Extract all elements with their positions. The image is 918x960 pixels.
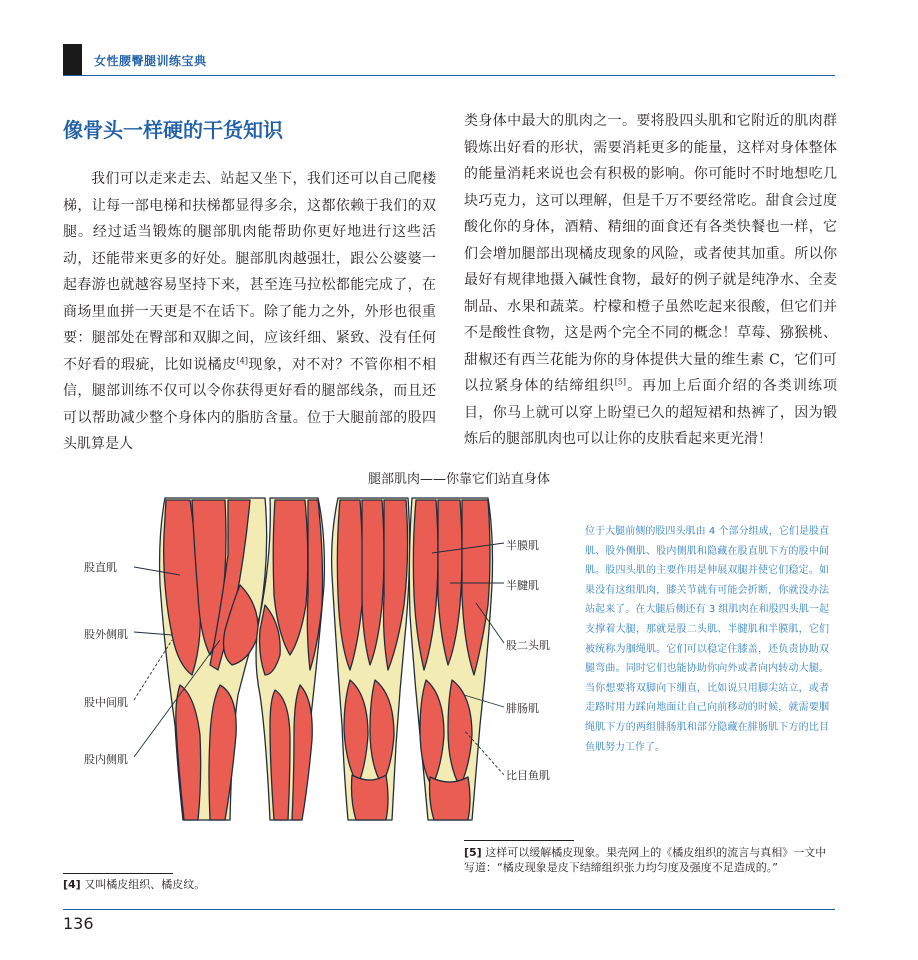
front-right-vastus-lateralis xyxy=(307,500,322,670)
label-semimembranosus: 半膜肌 xyxy=(506,539,539,552)
footnote-4-text: 又叫橘皮组织、橘皮纹。 xyxy=(84,878,206,891)
body-text-right-a: 类身体中最大的肌肉之一。要将股四头肌和它附近的肌肉群锻炼出好看的形状，需要消耗更多的能量，这样对身体整体的能量消耗来说也会有积极的影响。你可能时不时地想吃几块巧克力，这可以理解，但是千万不要经常吃。甜食会过度酸化你的身体，酒精、精细的面食还有各类快餐也一样，它们会增加腿部出现橘皮现象的风险，或者使其加重。所以你最好有规律地摄入碱性食物，最好的例子就是纯净水、全麦制品、水果和蔬菜。柠檬和橙子虽然吃起来很酸，但它们并不是酸性食物，这是两个完全不同的概念！草莓、猕猴桃、甜椒还有西兰花能为你的身体提供大量的维生素 C，它们可以拉紧身体的结缔组织 xyxy=(464,113,837,394)
body-text-right-column xyxy=(464,108,837,453)
label-vastus-intermedius: 股中间肌 xyxy=(84,696,128,709)
label-biceps-femoris: 股二头肌 xyxy=(506,639,550,652)
header-rule xyxy=(63,75,835,76)
label-semitendinosus: 半腱肌 xyxy=(506,579,539,592)
header-black-tab xyxy=(63,44,82,76)
front-left-calf-inner xyxy=(209,685,236,820)
body-paragraph-left xyxy=(63,166,436,458)
label-soleus: 比目鱼肌 xyxy=(506,769,550,782)
footnote-4 xyxy=(63,877,423,892)
label-rectus-femoris: 股直肌 xyxy=(84,561,117,574)
running-header-title: 女性腰臀腿训练宝典 xyxy=(94,54,207,68)
footnote-5-text: 这样可以缓解橘皮现象。果壳网上的《橘皮组织的流言与真相》一文中写道：“橘皮现象是皮下结缔组织张力均匀度及强度不足造成的。” xyxy=(464,846,827,874)
page-number: 136 xyxy=(63,914,94,933)
body-text-left-column xyxy=(63,166,436,458)
back-left-soleus xyxy=(352,775,389,820)
figure-side-caption: 位于大腿前侧的股四头肌由 4 个部分组成，它们是股直肌、股外侧肌、股内侧肌和隐藏在股直肌下方的股中间肌。股四头肌的主要作用是伸展双腿并使它们稳定。如果没有这组肌肉，膝关节就有可能会折断，你就没办法站起来了。在大腿后侧还有 3 组肌肉在和股四头肌一起支撑着大腿，那就是股二头肌、半腱肌和半膜肌，它们被统称为腘绳肌。它们可以稳定住膝盖，还负责协助双腿弯曲。同时它们也能协助你向外或者向内转动大腿。当你想要将双脚向下绷直，比如说只用脚尖站立，或者走路时用力踩向地面让自己向前移动的时候，就需要腘绳肌下方的两组腓肠肌和部分隐藏在腓肠肌下方的比目鱼肌努力工作了。 xyxy=(585,526,829,753)
footnote-rule-left xyxy=(63,873,173,874)
label-gastrocnemius: 腓肠肌 xyxy=(506,702,539,715)
footnote-5 xyxy=(464,845,837,875)
body-text-left-a: 我们可以走来走去、站起又坐下，我们还可以自己爬楼梯，让每一部电梯和扶梯都显得多余，这都依赖于我们的双腿。经过适当锻炼的腿部肌肉能帮助你更好地进行这些活动，还能带来更多的好处。腿部肌肉越强壮，跟公公婆婆一起春游也就越容易坚持下来，甚至连马拉松都能完成了，在商场里血拼一天更是不在话下。除了能力之外，外形也很重要：腿部处在臀部和双脚之间，应该纤细、紧致、没有任何不好看的瑕疵，比如说橘皮 xyxy=(63,171,436,373)
leg-muscle-illustration xyxy=(60,495,580,825)
footnote-ref-5[interactable]: [5] xyxy=(614,377,627,387)
footnote-5-number: [5] xyxy=(464,846,482,859)
front-right-tibialis xyxy=(270,690,290,820)
body-text-right-b: 。再加上后面介绍的各类训练项目，你马上就可以穿上盼望已久的超短裙和热裤了，因为锻炼后的腿部肌肉也可以让你的皮肤看起来更光滑！ xyxy=(464,378,838,447)
front-right-calf-outer xyxy=(292,685,312,820)
label-vastus-medialis: 股内侧肌 xyxy=(84,753,128,766)
section-heading: 像骨头一样硬的干货知识 xyxy=(63,118,283,142)
front-view-legs xyxy=(160,498,325,820)
back-right-soleus xyxy=(430,777,471,820)
body-paragraph-right xyxy=(464,108,837,453)
footnote-rule-right xyxy=(464,840,574,841)
figure-title: 腿部肌肉——你靠它们站直身体 xyxy=(367,472,550,487)
footer-rule xyxy=(63,909,835,910)
label-vastus-lateralis: 股外侧肌 xyxy=(84,628,128,641)
body-text-left-b: 现象，对不对？不管你相不相信，腿部训练不仅可以令你获得更好看的腿部线条，而且还可以帮助减少整个身体内的脂肪含量。位于大腿前部的股四头肌算是人 xyxy=(63,356,437,452)
footnote-ref-4[interactable]: [4] xyxy=(236,355,248,365)
footnote-4-number: [4] xyxy=(63,878,81,891)
back-view-legs xyxy=(332,498,493,820)
